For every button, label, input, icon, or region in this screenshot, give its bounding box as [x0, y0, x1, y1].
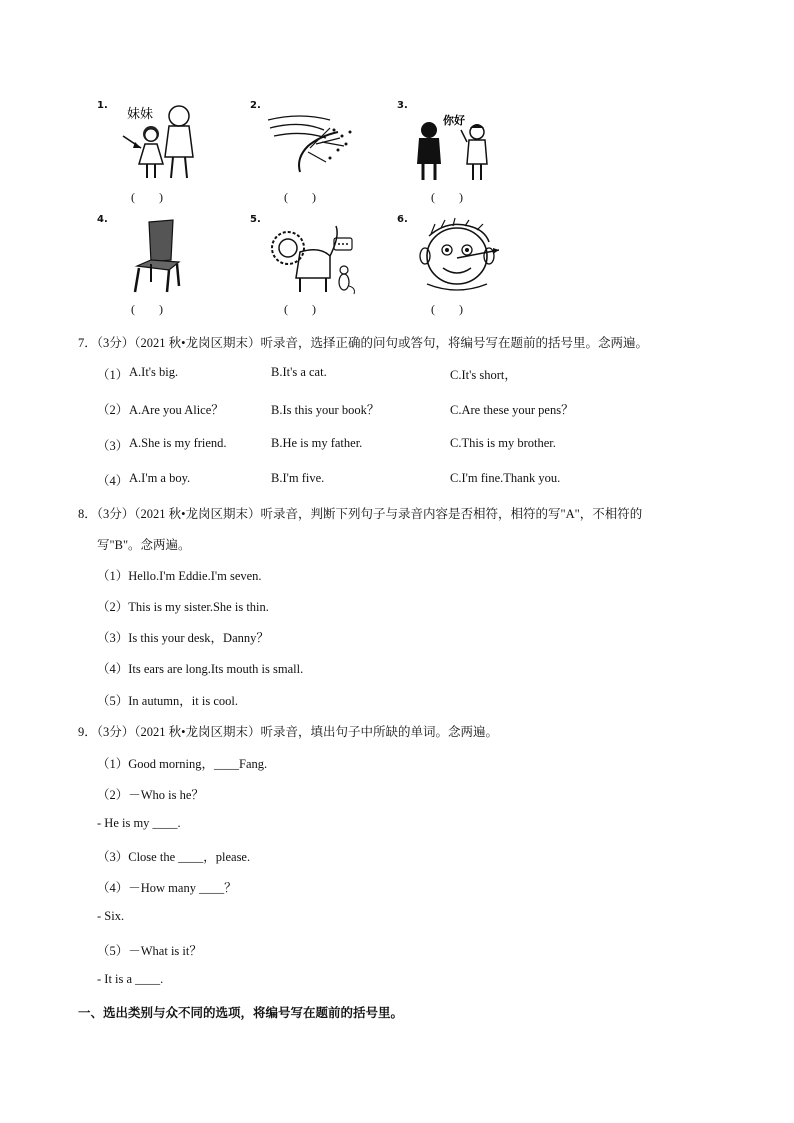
q9-item-4-answer: - Six.	[97, 909, 125, 923]
hello-illustration-icon	[407, 102, 517, 182]
q7-item-number: （2）	[97, 403, 129, 417]
q7-item-4	[97, 471, 657, 489]
sister-illustration-icon	[107, 102, 217, 182]
option-c[interactable]: C.This is my brother.	[450, 436, 556, 450]
option-b[interactable]: B.I'm five.	[271, 471, 325, 485]
question-8-title: 8．（3分）（2021 秋•龙岗区期末）听录音，判断下列句子与录音内容是否相符，相符的写"A"，不相符的	[78, 507, 643, 521]
q7-item-1	[97, 365, 657, 383]
q9-item-3: （3）Close the ____，please.	[97, 850, 251, 864]
q7-item-number: （4）	[97, 474, 129, 488]
q8-item-1: （1）Hello.I'm Eddie.I'm seven.	[97, 569, 262, 583]
picture-4	[97, 214, 217, 314]
picture-number: 5.	[250, 214, 261, 225]
picture-number: 3.	[397, 100, 408, 111]
picture-number: 6.	[397, 214, 408, 225]
picture-number: 4.	[97, 214, 108, 225]
question-9-title: 9．（3分）（2021 秋•龙岗区期末）听录音，填出句子中所缺的单词。念两遍。	[78, 725, 499, 739]
question-8-title-continued: 写"B"。念两遍。	[97, 538, 191, 552]
wind-illustration-icon	[260, 102, 370, 182]
section-1-heading: 一、选出类别与众不同的选项，将编号写在题前的括号里。	[78, 1005, 404, 1020]
option-c[interactable]: C.Are these your pens？	[450, 403, 574, 417]
picture-label: 你好	[443, 114, 465, 127]
lion-mouse-illustration-icon	[260, 216, 370, 296]
answer-parenthesis-3[interactable]: ( )	[431, 190, 463, 204]
picture-2	[250, 100, 370, 200]
option-a[interactable]: A.I'm a boy.	[129, 471, 191, 485]
option-b[interactable]: B.Is this your book？	[271, 403, 380, 417]
q8-item-4: （4）Its ears are long.Its mouth is small.	[97, 662, 304, 676]
q7-item-3	[97, 436, 657, 454]
answer-parenthesis-4[interactable]: ( )	[131, 302, 163, 316]
option-a[interactable]: A.Are you Alice？	[129, 403, 224, 417]
option-a[interactable]: A.She is my friend.	[129, 436, 227, 450]
q9-item-4: （4）－How many ____？	[97, 881, 237, 895]
q8-item-3: （3）Is this your desk，Danny？	[97, 631, 269, 645]
picture-1	[97, 100, 217, 200]
answer-parenthesis-5[interactable]: ( )	[284, 302, 316, 316]
answer-parenthesis-1[interactable]: ( )	[131, 190, 163, 204]
option-a[interactable]: A.It's big.	[129, 365, 179, 379]
q9-item-5: （5）－What is it？	[97, 944, 202, 958]
picture-number: 2.	[250, 100, 261, 111]
option-c[interactable]: C.I'm fine.Thank you.	[450, 471, 561, 485]
face-nose-illustration-icon	[407, 216, 517, 296]
q9-item-5-answer: - It is a ____.	[97, 972, 164, 986]
q8-item-5: （5）In autumn，it is cool.	[97, 694, 238, 708]
option-b[interactable]: B.It's a cat.	[271, 365, 327, 379]
picture-5	[250, 214, 370, 314]
option-c[interactable]: C.It's short，	[450, 368, 517, 382]
q7-item-number: （3）	[97, 439, 129, 453]
picture-label: 妹妹	[127, 107, 154, 122]
question-7-title: 7．（3分）（2021 秋•龙岗区期末）听录音，选择正确的问句或答句，将编号写在题前的括号里。念两遍。	[78, 336, 649, 350]
picture-3	[397, 100, 517, 200]
q7-item-number: （1）	[97, 368, 129, 382]
answer-parenthesis-2[interactable]: ( )	[284, 190, 316, 204]
q9-item-1: （1）Good morning，____Fang.	[97, 757, 268, 771]
q8-item-2: （2）This is my sister.She is thin.	[97, 600, 269, 614]
chair-illustration-icon	[107, 216, 217, 296]
q9-item-2-answer: - He is my ____.	[97, 816, 181, 830]
option-b[interactable]: B.He is my father.	[271, 436, 363, 450]
picture-6	[397, 214, 517, 314]
q7-item-2	[97, 400, 657, 418]
q9-item-2: （2）－Who is he？	[97, 788, 204, 802]
picture-number: 1.	[97, 100, 108, 111]
answer-parenthesis-6[interactable]: ( )	[431, 302, 463, 316]
